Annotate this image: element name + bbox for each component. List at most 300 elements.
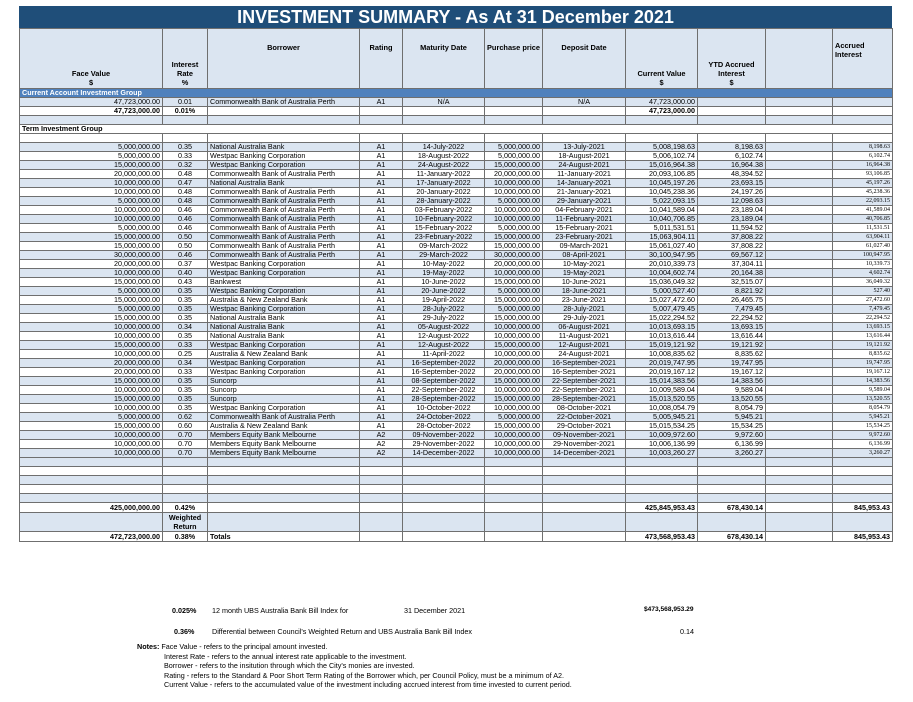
cell-accrued: 9,589.04 xyxy=(833,386,893,395)
cell-borrower: Commonwealth Bank of Australia Perth xyxy=(208,188,360,197)
cell-ytd: 13,520.55 xyxy=(698,395,766,404)
cell-purchase: 15,000,000.00 xyxy=(485,377,543,386)
cell-current: 10,013,616.44 xyxy=(626,332,698,341)
cell-accrued: 22,294.52 xyxy=(833,314,893,323)
cell-rating: A1 xyxy=(360,143,403,152)
cell-face: 10,000,000.00 xyxy=(20,188,163,197)
cell-face: 5,000,000.00 xyxy=(20,143,163,152)
cell-deposit: 08-October-2021 xyxy=(543,404,626,413)
cell-borrower: Westpac Banking Corporation xyxy=(208,260,360,269)
cell-face: 5,000,000.00 xyxy=(20,152,163,161)
cell-deposit: 13-July-2021 xyxy=(543,143,626,152)
cell-purchase: 10,000,000.00 xyxy=(485,188,543,197)
cell-maturity: 12-August-2022 xyxy=(403,332,485,341)
cell-rate: 0.37 xyxy=(163,260,208,269)
note-line: Notes: Face Value - refers to the principal amount invested. xyxy=(137,642,328,651)
cell-current: 5,005,945.21 xyxy=(626,413,698,422)
cell-accrued xyxy=(833,98,893,107)
cell-ytd: 6,136.99 xyxy=(698,440,766,449)
cell-rate: 0.70 xyxy=(163,449,208,458)
cell-face: 5,000,000.00 xyxy=(20,197,163,206)
cell-ytd: 37,808.22 xyxy=(698,233,766,242)
cell-rate: 0.33 xyxy=(163,341,208,350)
cell-maturity: 16-September-2022 xyxy=(403,359,485,368)
cell-rate xyxy=(163,467,208,476)
cell-current xyxy=(626,467,698,476)
cell-borrower xyxy=(208,494,360,503)
cell-rating: A1 xyxy=(360,215,403,224)
cell-current: 15,022,294.52 xyxy=(626,314,698,323)
cell-face xyxy=(20,467,163,476)
cell-deposit: 23-June-2021 xyxy=(543,296,626,305)
cell-rate: 0.60 xyxy=(163,422,208,431)
cell-purchase: 5,000,000.00 xyxy=(485,224,543,233)
cell-rating: A2 xyxy=(360,449,403,458)
cell-face: 10,000,000.00 xyxy=(20,386,163,395)
table-row xyxy=(20,170,893,179)
table-row xyxy=(20,368,893,377)
cell-blank xyxy=(766,314,833,323)
cell-rate: 0.35 xyxy=(163,143,208,152)
table-row xyxy=(20,431,893,440)
cell-borrower xyxy=(208,458,360,467)
cell-maturity: N/A xyxy=(403,98,485,107)
cell-maturity: 15-February-2022 xyxy=(403,224,485,233)
cell-rating: A1 xyxy=(360,323,403,332)
cell-rating xyxy=(360,485,403,494)
cell-accrued xyxy=(833,485,893,494)
cell-rating: A1 xyxy=(360,260,403,269)
cell-rating: A1 xyxy=(360,188,403,197)
cell-current: 10,013,693.15 xyxy=(626,323,698,332)
cell-maturity: 14-July-2022 xyxy=(403,143,485,152)
cell-current: 10,040,706.85 xyxy=(626,215,698,224)
cell-rate: 0.46 xyxy=(163,251,208,260)
cell-borrower: Bankwest xyxy=(208,278,360,287)
cell-rating: A1 xyxy=(360,251,403,260)
cell-rating xyxy=(360,458,403,467)
cell-rating: A1 xyxy=(360,170,403,179)
cell-current: 5,022,093.15 xyxy=(626,197,698,206)
empty-row xyxy=(20,134,893,143)
cell-rating: A1 xyxy=(360,152,403,161)
table-row xyxy=(20,305,893,314)
cell-deposit: 14-January-2021 xyxy=(543,179,626,188)
cell-face xyxy=(20,485,163,494)
cell-deposit: 22-September-2021 xyxy=(543,377,626,386)
table-row xyxy=(20,404,893,413)
cell-rate: 0.01% xyxy=(163,107,208,116)
cell-blank xyxy=(766,449,833,458)
table-row xyxy=(20,350,893,359)
cell-rating: A1 xyxy=(360,233,403,242)
cell-current: 15,036,049.32 xyxy=(626,278,698,287)
cell-borrower: Commonwealth Bank of Australia Perth xyxy=(208,197,360,206)
cell-current xyxy=(626,458,698,467)
cell-current: 10,003,260.27 xyxy=(626,449,698,458)
cell-rating xyxy=(360,494,403,503)
cell-maturity: 28-September-2022 xyxy=(403,395,485,404)
cell-purchase: 10,000,000.00 xyxy=(485,323,543,332)
cell-current: 10,009,589.04 xyxy=(626,386,698,395)
cell-current: 10,008,835.62 xyxy=(626,350,698,359)
cell-borrower: Members Equity Bank Melbourne xyxy=(208,449,360,458)
cell-face: 20,000,000.00 xyxy=(20,260,163,269)
cell-rating: A1 xyxy=(360,98,403,107)
cell-rate: 0.43 xyxy=(163,278,208,287)
cell-accrued xyxy=(833,458,893,467)
cell-current: 5,008,198.63 xyxy=(626,143,698,152)
table-row xyxy=(20,314,893,323)
cell-purchase: 15,000,000.00 xyxy=(485,278,543,287)
empty-row xyxy=(20,494,893,503)
cell-rating xyxy=(360,134,403,143)
cell-face: 5,000,000.00 xyxy=(20,224,163,233)
cell-blank xyxy=(766,476,833,485)
cell-maturity: 29-March-2022 xyxy=(403,251,485,260)
cell-face: 47,723,000.00 xyxy=(20,98,163,107)
cell-maturity: 20-June-2022 xyxy=(403,287,485,296)
cell-borrower: Australia & New Zealand Bank xyxy=(208,350,360,359)
cell-maturity: 18-August-2022 xyxy=(403,152,485,161)
cell-current: 10,041,589.04 xyxy=(626,206,698,215)
cell-blank xyxy=(766,287,833,296)
cell-current: 5,007,479.45 xyxy=(626,305,698,314)
table-row xyxy=(20,224,893,233)
cell-accrued: 40,706.85 xyxy=(833,215,893,224)
cell-ytd: 23,189.04 xyxy=(698,206,766,215)
cell-face: 30,000,000.00 xyxy=(20,251,163,260)
cell-ytd: 48,394.52 xyxy=(698,170,766,179)
cell-accrued xyxy=(833,494,893,503)
cell-ytd: 24,197.26 xyxy=(698,188,766,197)
cell-face: 15,000,000.00 xyxy=(20,422,163,431)
cell-ytd: 9,589.04 xyxy=(698,386,766,395)
cell-current: 10,009,972.60 xyxy=(626,431,698,440)
cell-blank xyxy=(766,341,833,350)
cell-rate: 0.48 xyxy=(163,170,208,179)
cell-blank xyxy=(766,458,833,467)
cell-accrued: 63,904.11 xyxy=(833,233,893,242)
cell-current: 10,045,238.36 xyxy=(626,188,698,197)
term-subtotal-row xyxy=(20,503,893,513)
cell-accrued: 36,049.32 xyxy=(833,278,893,287)
header-rating: Rating xyxy=(360,29,403,89)
table-row xyxy=(20,179,893,188)
cell-deposit: 21-January-2021 xyxy=(543,188,626,197)
cell-accrued: 8,054.79 xyxy=(833,404,893,413)
cell-current xyxy=(626,116,698,125)
cell-borrower: Westpac Banking Corporation xyxy=(208,269,360,278)
cell-current: 20,019,747.95 xyxy=(626,359,698,368)
cell-borrower: Commonwealth Bank of Australia Perth xyxy=(208,170,360,179)
cell-maturity: 09-November-2022 xyxy=(403,431,485,440)
cell-borrower: Suncorp xyxy=(208,395,360,404)
cell-accrued: 19,167.12 xyxy=(833,368,893,377)
header-ytd-accrued: YTD Accrued Interest $ xyxy=(698,29,766,89)
cell-purchase: 15,000,000.00 xyxy=(485,242,543,251)
cell-blank xyxy=(766,188,833,197)
differential-desc: Differential between Council's Weighted Return and UBS Australia Bank Bill Index xyxy=(212,627,472,636)
cell-rating xyxy=(360,513,403,532)
cell-accrued: 4,602.74 xyxy=(833,269,893,278)
cell-borrower: Australia & New Zealand Bank xyxy=(208,422,360,431)
current-account-subtotal-row xyxy=(20,107,893,116)
cell-blank xyxy=(766,98,833,107)
cell-purchase: 5,000,000.00 xyxy=(485,143,543,152)
cell-deposit xyxy=(543,467,626,476)
cell-borrower xyxy=(208,513,360,532)
cell-current: 10,006,136.99 xyxy=(626,440,698,449)
table-row xyxy=(20,323,893,332)
cell-maturity: 28-October-2022 xyxy=(403,422,485,431)
cell-blank xyxy=(766,179,833,188)
cell-current: 20,010,339.73 xyxy=(626,260,698,269)
cell-blank xyxy=(766,422,833,431)
table-row xyxy=(20,278,893,287)
cell-ytd: 12,098.63 xyxy=(698,197,766,206)
cell-accrued: 11,531.51 xyxy=(833,224,893,233)
cell-deposit xyxy=(543,107,626,116)
weighted-return-row xyxy=(20,513,893,532)
table-row xyxy=(20,197,893,206)
cell-face: 20,000,000.00 xyxy=(20,359,163,368)
cell-current: 15,014,383.56 xyxy=(626,377,698,386)
cell-rating xyxy=(360,107,403,116)
cell-face: 5,000,000.00 xyxy=(20,413,163,422)
cell-face: 20,000,000.00 xyxy=(20,368,163,377)
cell-face xyxy=(20,513,163,532)
cell-purchase: 5,000,000.00 xyxy=(485,152,543,161)
cell-face: 472,723,000.00 xyxy=(20,532,163,542)
cell-accrued: 845,953.43 xyxy=(833,503,893,513)
cell-current: 5,006,102.74 xyxy=(626,152,698,161)
cell-face: 10,000,000.00 xyxy=(20,179,163,188)
cell-rating xyxy=(360,116,403,125)
cell-purchase: 5,000,000.00 xyxy=(485,413,543,422)
cell-rate: 0.35 xyxy=(163,404,208,413)
cell-face xyxy=(20,494,163,503)
cell-accrued: 8,198.63 xyxy=(833,143,893,152)
cell-maturity xyxy=(403,485,485,494)
empty-row xyxy=(20,467,893,476)
cell-accrued: 9,972.60 xyxy=(833,431,893,440)
cell-borrower: National Australia Bank xyxy=(208,179,360,188)
cell-rate: 0.33 xyxy=(163,152,208,161)
cell-maturity: 29-July-2022 xyxy=(403,314,485,323)
cell-maturity xyxy=(403,107,485,116)
cell-ytd: 69,567.12 xyxy=(698,251,766,260)
cell-accrued: 527.40 xyxy=(833,287,893,296)
table-row xyxy=(20,422,893,431)
cell-accrued: 8,835.62 xyxy=(833,350,893,359)
cell-ytd: 19,121.92 xyxy=(698,341,766,350)
cell-borrower xyxy=(208,485,360,494)
cell-rating: A1 xyxy=(360,224,403,233)
header-row xyxy=(20,29,893,89)
cell-borrower: Members Equity Bank Melbourne xyxy=(208,440,360,449)
cell-borrower: Suncorp xyxy=(208,377,360,386)
cell-blank xyxy=(766,485,833,494)
cell-accrued xyxy=(833,467,893,476)
investment-summary-sheet xyxy=(19,6,892,542)
cell-rating: A1 xyxy=(360,332,403,341)
totals-row xyxy=(20,532,893,542)
cell-deposit: 16-September-2021 xyxy=(543,359,626,368)
cell-purchase: 10,000,000.00 xyxy=(485,332,543,341)
cell-maturity: 23-February-2022 xyxy=(403,233,485,242)
cell-deposit: 09-November-2021 xyxy=(543,431,626,440)
cell-blank xyxy=(766,503,833,513)
cell-blank xyxy=(766,206,833,215)
cell-purchase xyxy=(485,513,543,532)
cell-borrower: National Australia Bank xyxy=(208,332,360,341)
table-row xyxy=(20,215,893,224)
cell-deposit xyxy=(543,532,626,542)
table-row xyxy=(20,413,893,422)
table-row xyxy=(20,98,893,107)
cell-current: 10,008,054.79 xyxy=(626,404,698,413)
cell-maturity: 11-January-2022 xyxy=(403,170,485,179)
cell-face: 15,000,000.00 xyxy=(20,377,163,386)
cell-ytd xyxy=(698,458,766,467)
cell-ytd: 5,945.21 xyxy=(698,413,766,422)
cell-face: 15,000,000.00 xyxy=(20,242,163,251)
cell-maturity: 17-January-2022 xyxy=(403,179,485,188)
cell-accrued: 6,102.74 xyxy=(833,152,893,161)
cell-current: 15,027,472.60 xyxy=(626,296,698,305)
notes-label: Notes: xyxy=(137,642,160,651)
cell-deposit: 18-August-2021 xyxy=(543,152,626,161)
cell-ytd: 9,972.60 xyxy=(698,431,766,440)
cell-purchase: 15,000,000.00 xyxy=(485,296,543,305)
cell-purchase: 15,000,000.00 xyxy=(485,233,543,242)
cell-rating: A1 xyxy=(360,197,403,206)
cell-face: 15,000,000.00 xyxy=(20,233,163,242)
cell-current: 425,845,953.43 xyxy=(626,503,698,513)
cell-deposit: 24-August-2021 xyxy=(543,350,626,359)
cell-rating: A1 xyxy=(360,242,403,251)
cell-accrued: 19,121.92 xyxy=(833,341,893,350)
cell-accrued: 100,947.95 xyxy=(833,251,893,260)
cell-deposit: 28-July-2021 xyxy=(543,305,626,314)
cell-blank xyxy=(766,332,833,341)
cell-current: 47,723,000.00 xyxy=(626,98,698,107)
cell-current: 10,045,197.26 xyxy=(626,179,698,188)
cell-maturity: 08-September-2022 xyxy=(403,377,485,386)
cell-rating: A1 xyxy=(360,368,403,377)
cell-blank xyxy=(766,395,833,404)
cell-ytd: 20,164.38 xyxy=(698,269,766,278)
cell-rating: A2 xyxy=(360,440,403,449)
cell-borrower: National Australia Bank xyxy=(208,323,360,332)
investment-table xyxy=(19,28,893,542)
cell-deposit xyxy=(543,485,626,494)
cell-current: 30,100,947.95 xyxy=(626,251,698,260)
cell-maturity: 10-February-2022 xyxy=(403,215,485,224)
cell-rate: 0.25 xyxy=(163,350,208,359)
term-section xyxy=(20,125,893,134)
cell-borrower: Members Equity Bank Melbourne xyxy=(208,431,360,440)
cell-purchase: 10,000,000.00 xyxy=(485,350,543,359)
cell-accrued xyxy=(833,134,893,143)
cell-borrower xyxy=(208,116,360,125)
cell-borrower: Commonwealth Bank of Australia Perth xyxy=(208,251,360,260)
cell-deposit: 24-August-2021 xyxy=(543,161,626,170)
cell-maturity: 10-October-2022 xyxy=(403,404,485,413)
totals-label: Totals xyxy=(208,532,360,542)
cell-rate: 0.46 xyxy=(163,215,208,224)
cell-maturity: 24-October-2022 xyxy=(403,413,485,422)
cell-maturity xyxy=(403,476,485,485)
table-row xyxy=(20,440,893,449)
cell-purchase: 20,000,000.00 xyxy=(485,170,543,179)
cell-blank xyxy=(766,532,833,542)
cell-purchase xyxy=(485,476,543,485)
benchmark-desc: 12 month UBS Australia Bank Bill Index for xyxy=(212,606,349,615)
cell-blank xyxy=(766,143,833,152)
cell-purchase: 20,000,000.00 xyxy=(485,260,543,269)
cell-rate: 0.50 xyxy=(163,242,208,251)
cell-accrued: 5,945.21 xyxy=(833,413,893,422)
cell-deposit: 29-October-2021 xyxy=(543,422,626,431)
cell-deposit xyxy=(543,116,626,125)
cell-blank xyxy=(766,296,833,305)
cell-face: 5,000,000.00 xyxy=(20,287,163,296)
header-borrower: Borrower xyxy=(208,29,360,89)
cell-maturity: 16-September-2022 xyxy=(403,368,485,377)
cell-face: 10,000,000.00 xyxy=(20,332,163,341)
table-row xyxy=(20,242,893,251)
cell-deposit: 14-December-2021 xyxy=(543,449,626,458)
cell-ytd: 11,594.52 xyxy=(698,224,766,233)
cell-current: 15,061,027.40 xyxy=(626,242,698,251)
cell-accrued: 27,472.60 xyxy=(833,296,893,305)
cell-borrower: Australia & New Zealand Bank xyxy=(208,296,360,305)
cell-borrower xyxy=(208,503,360,513)
cell-rate xyxy=(163,494,208,503)
table-row xyxy=(20,251,893,260)
cell-purchase xyxy=(485,98,543,107)
empty-row xyxy=(20,476,893,485)
cell-ytd: 13,693.15 xyxy=(698,323,766,332)
cell-deposit: 06-August-2021 xyxy=(543,323,626,332)
cell-borrower: Westpac Banking Corporation xyxy=(208,341,360,350)
current-account-section xyxy=(20,89,893,98)
cell-accrued: 15,534.25 xyxy=(833,422,893,431)
empty-row xyxy=(20,485,893,494)
cell-current: 20,019,167.12 xyxy=(626,368,698,377)
cell-maturity: 20-January-2022 xyxy=(403,188,485,197)
cell-ytd: 8,835.62 xyxy=(698,350,766,359)
cell-blank xyxy=(766,215,833,224)
cell-blank xyxy=(766,116,833,125)
cell-purchase: 15,000,000.00 xyxy=(485,422,543,431)
cell-borrower: Commonwealth Bank of Australia Perth xyxy=(208,224,360,233)
header-accrued-interest: Accrued Interest xyxy=(833,29,893,89)
cell-rating: A1 xyxy=(360,422,403,431)
cell-deposit: 16-September-2021 xyxy=(543,368,626,377)
cell-blank xyxy=(766,368,833,377)
cell-maturity xyxy=(403,532,485,542)
cell-current: 5,000,527.40 xyxy=(626,287,698,296)
cell-blank xyxy=(766,359,833,368)
cell-purchase xyxy=(485,494,543,503)
cell-borrower xyxy=(208,467,360,476)
benchmark-date: 31 December 2021 xyxy=(404,606,466,615)
cell-blank xyxy=(766,161,833,170)
cell-rate: 0.46 xyxy=(163,206,208,215)
